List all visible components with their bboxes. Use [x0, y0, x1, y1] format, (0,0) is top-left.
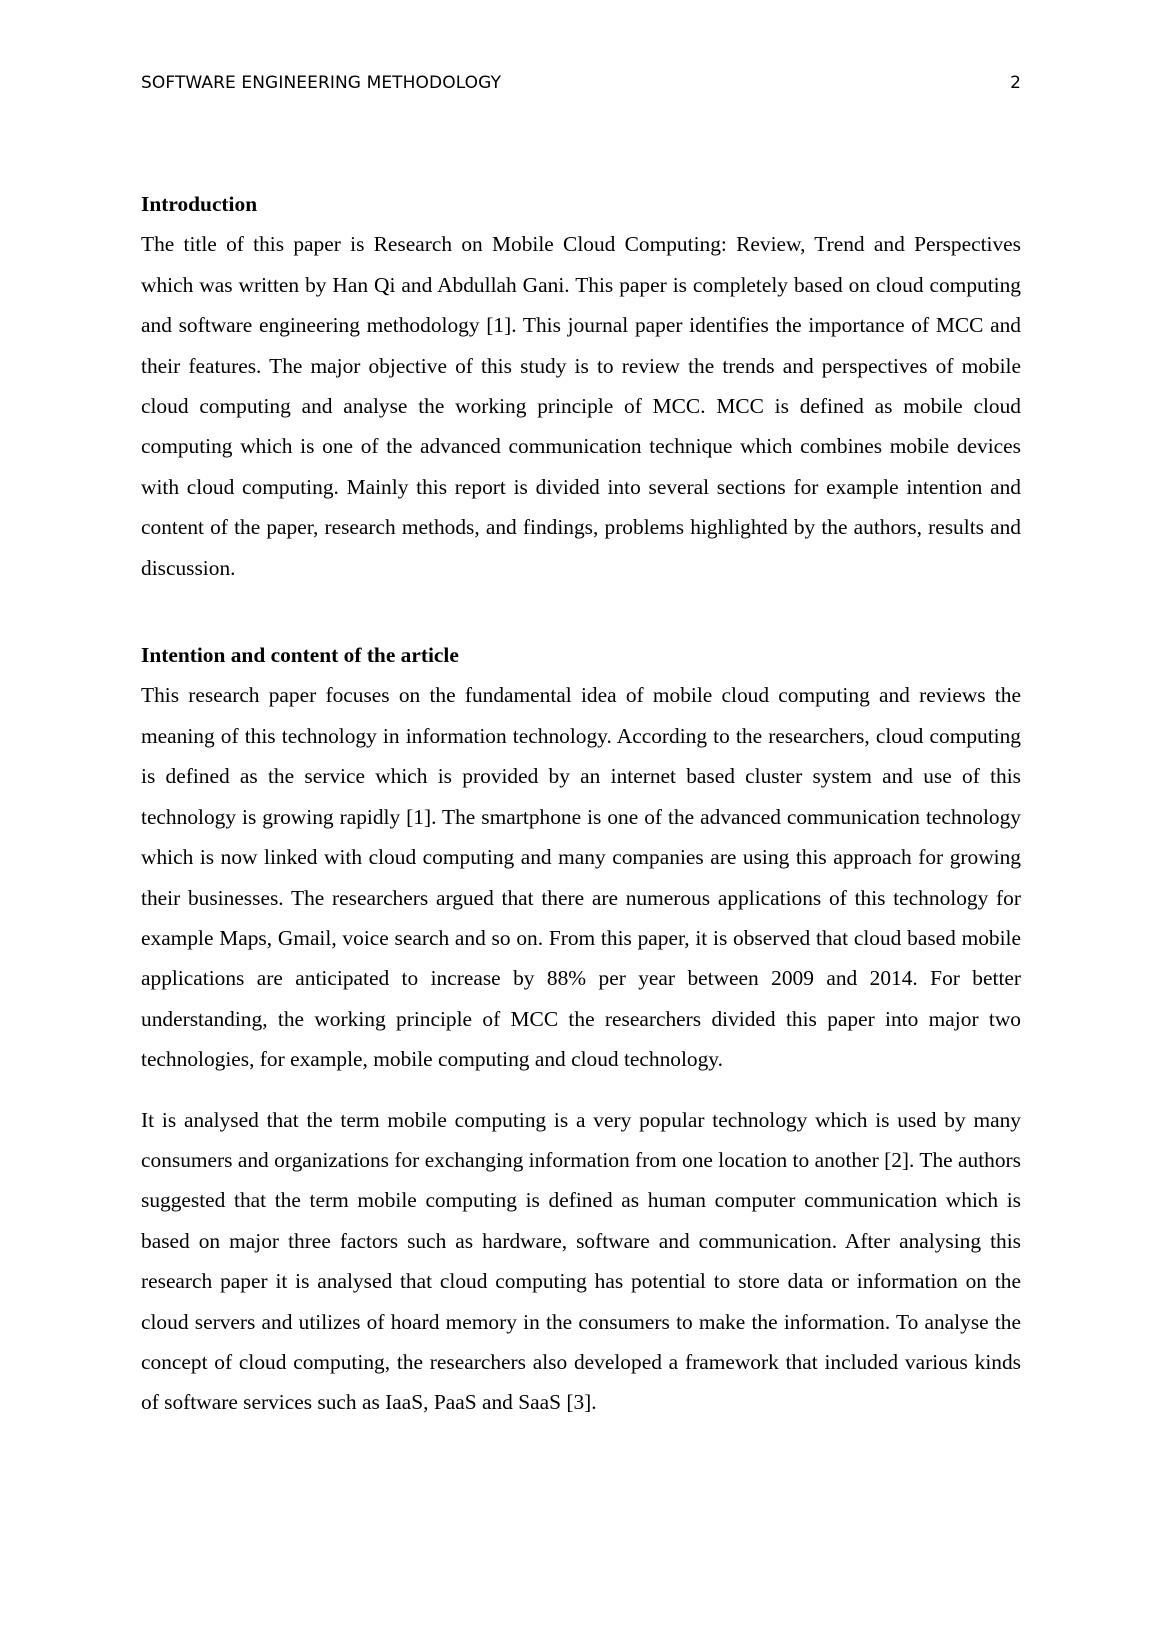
section-spacer — [141, 588, 1021, 635]
body-text — [141, 184, 1021, 1423]
intention-heading: Intention and content of the article — [141, 643, 459, 668]
introduction-paragraph: The title of this paper is Research on Mobile Cloud Computing: Review, Trend and Perspectives which was written by Han Qi and Abdullah Gani. This paper is completely based on cloud computing and software engineering methodology [1]. This journal paper identifies the importance of MCC and their features. The major objective of this study is to review the trends and perspectives of mobile cloud computing and analyse the working principle of MCC. MCC is defined as mobile cloud computing which is one of the advanced communication technique which combines mobile devices with cloud computing. Mainly this report is divided into several sections for example intention and content of the paper, research methods, and findings, problems highlighted by the authors, results and discussion. — [141, 232, 1021, 580]
running-header — [141, 70, 1021, 96]
paragraph-spacer — [141, 1080, 1021, 1100]
intention-paragraph-2: It is analysed that the term mobile computing is a very popular technology which is used by many consumers and organizations for exchanging information from one location to another [2]. The authors suggested that the term mobile computing is defined as human computer communication which is based on major three factors such as hardware, software and communication. After analysing this research paper it is analysed that cloud computing has potential to store data or information on the cloud servers and utilizes of hoard memory in the consumers to make the information. To analyse the concept of cloud computing, the researchers also developed a framework that included various kinds of software services such as IaaS, PaaS and SaaS [3]. — [141, 1107, 1021, 1415]
intention-paragraph-1: This research paper focuses on the fundamental idea of mobile cloud computing and reviews the meaning of this technology in information technology. According to the researchers, cloud computing is defined as the service which is provided by an internet based cluster system and use of this technology is growing rapidly [1]. The smartphone is one of the advanced communication technology which is now linked with cloud computing and many companies are using this approach for growing their businesses. The researchers argued that there are numerous applications of this technology for example Maps, Gmail, voice search and so on. From this paper, it is observed that cloud based mobile applications are anticipated to increase by 88% per year between 2009 and 2014. For better understanding, the working principle of MCC the researchers divided this paper into major two technologies, for example, mobile computing and cloud technology. — [141, 683, 1021, 1072]
page-number: 2 — [1010, 73, 1021, 93]
introduction-heading: Introduction — [141, 192, 258, 216]
running-title: SOFTWARE ENGINEERING METHODOLOGY — [141, 73, 502, 93]
